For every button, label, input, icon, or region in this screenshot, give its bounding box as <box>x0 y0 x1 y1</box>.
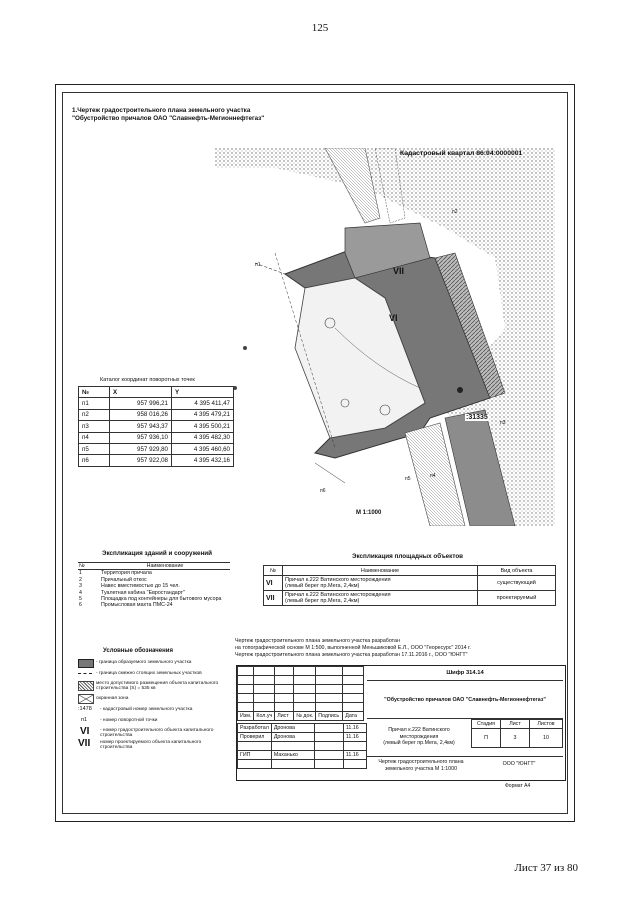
grid-cell <box>294 667 316 676</box>
areas-col-number: № <box>264 566 283 576</box>
stage-grid <box>471 719 563 748</box>
point-label-p6: п6 <box>320 488 326 494</box>
legend-item <box>78 727 238 739</box>
grid-cell <box>316 694 343 703</box>
signature-cell <box>271 760 314 769</box>
signature-name: Дронова <box>271 724 314 733</box>
signature-date: 11.16 <box>343 733 366 742</box>
signature-cell <box>238 760 272 769</box>
area-name: Причал к.222 Ватинского месторождения (левый берег пр.Мега, 2,4км) <box>283 576 478 591</box>
building-name: Причальный откос <box>101 576 147 583</box>
grid-cell <box>275 703 294 712</box>
revision-grid <box>237 666 364 721</box>
map-svg <box>215 148 555 526</box>
coordinates-caption: Каталог координат поворотных точек <box>100 377 195 383</box>
grid-cell <box>343 685 364 694</box>
coord-x: 957 996,21 <box>110 398 172 409</box>
grid-cell <box>294 685 316 694</box>
building-name: Территория причала <box>101 570 152 577</box>
grid-cell <box>316 703 343 712</box>
stamp-col-count: Кол.уч <box>254 712 275 721</box>
coord-y: 4 395 500,21 <box>172 421 234 432</box>
grid-cell <box>238 676 254 685</box>
sheets-value: 10 <box>530 729 563 748</box>
coord-y: 4 395 460,60 <box>172 443 234 454</box>
coordinates-header-row <box>79 387 234 398</box>
sheet-counter <box>514 862 578 874</box>
stage-label: Стадия <box>472 720 501 729</box>
signature-name: Дронова <box>271 733 314 742</box>
signature-name: Маханько <box>271 751 314 760</box>
grid-cell <box>343 703 364 712</box>
stamp-col-date: Дата <box>343 712 364 721</box>
signature-date: 11.16 <box>343 751 366 760</box>
legend-title: Условные обозначения <box>103 648 173 654</box>
area-type: существующий <box>478 576 556 591</box>
coord-col-y: Y <box>172 387 234 398</box>
area-number: VII <box>264 591 283 606</box>
coord-point: п5 <box>79 443 110 454</box>
stamp-divider <box>367 680 563 681</box>
coordinates-table <box>78 386 234 467</box>
point-label-p1: п1 <box>255 262 261 268</box>
grid-cell <box>238 667 254 676</box>
coord-y: 4 395 432,16 <box>172 455 234 466</box>
signature-cell <box>314 751 343 760</box>
coord-point: п2 <box>79 409 110 420</box>
legend-text: - номер поворотной точки <box>100 718 158 723</box>
building-number: 6 <box>79 602 82 609</box>
building-name: Площадка под контейнеры для бытового мусора <box>101 595 222 602</box>
table-row <box>79 421 234 432</box>
legend-item <box>78 669 238 680</box>
signature-cell <box>314 742 343 751</box>
coord-x: 958 016,26 <box>110 409 172 420</box>
note-line: на топографической основе М 1:500, выполненной Меньшиковой Е.Л., ООО "Георесурс" 2014 г. <box>235 645 471 652</box>
building-number: 5 <box>79 595 82 602</box>
legend-item <box>78 716 238 727</box>
coord-point: п4 <box>79 432 110 443</box>
point-label-p3: п3 <box>500 420 506 426</box>
building-number: 3 <box>79 583 82 590</box>
grid-cell <box>275 676 294 685</box>
table-row <box>79 455 234 466</box>
signature-date <box>343 742 366 751</box>
area-type: проектируемый <box>478 591 556 606</box>
buildings-title: Экспликация зданий и сооружений <box>102 550 213 557</box>
buildings-col-number: № <box>78 563 100 570</box>
stage-value: П <box>472 729 501 748</box>
stamp-format: Формат А4 <box>505 783 531 789</box>
sheet-label: Лист <box>501 720 530 729</box>
areas-table <box>263 565 556 606</box>
sheet-value: 3 <box>501 729 530 748</box>
legend <box>78 648 238 751</box>
grid-cell <box>294 694 316 703</box>
legend-projected-symbol: VII <box>78 738 91 749</box>
grid-cell <box>254 676 275 685</box>
areas-col-name: Наименование <box>283 566 478 576</box>
grid-cell <box>316 685 343 694</box>
stamp-divider <box>367 756 563 757</box>
grid-cell <box>343 676 364 685</box>
sheet-prefix: Лист <box>514 862 538 874</box>
areas-col-type: Вид объекта <box>478 566 556 576</box>
stamp-columns-row <box>238 712 364 721</box>
building-number: 4 <box>79 589 82 596</box>
parcel-number-label: :31335 <box>466 414 488 421</box>
page-number: 125 <box>311 22 329 34</box>
signature-cell <box>314 760 343 769</box>
zone-label-vi: VI <box>389 313 398 323</box>
sheets-label: Листов <box>530 720 563 729</box>
signature-name <box>271 742 314 751</box>
legend-item <box>78 694 238 705</box>
coord-x: 957 929,80 <box>110 443 172 454</box>
grid-cell <box>294 703 316 712</box>
grid-cell <box>294 676 316 685</box>
coord-x: 957 936,10 <box>110 432 172 443</box>
drawing-title-line2: "Обустройство причалов ОАО "Славнефть-Мегионнефтегаз" <box>72 115 265 122</box>
grid-cell <box>275 694 294 703</box>
signature-row <box>238 724 367 733</box>
legend-item <box>78 739 238 751</box>
point-label-p4: п4 <box>430 473 436 479</box>
sheet-total: 80 <box>567 862 578 874</box>
buildings-header-row <box>78 563 230 570</box>
grid-cell <box>275 685 294 694</box>
area-name: Причал к.222 Ватинского месторождения (левый берег пр.Мега, 2,4км) <box>283 591 478 606</box>
signature-row <box>238 742 367 751</box>
signature-row <box>238 733 367 742</box>
building-name: Туалетная кабина "Евростандарт" <box>101 589 185 596</box>
legend-text: - номер градостроительного объекта капитального строительства <box>100 728 214 738</box>
table-row <box>78 602 230 608</box>
coord-col-number: № <box>79 387 110 398</box>
zone-label-vii: VII <box>393 266 405 276</box>
areas-header-row <box>264 566 556 576</box>
sheet-current: 37 <box>540 862 552 874</box>
cadastral-map <box>215 148 555 526</box>
table-row <box>78 570 230 577</box>
grid-cell <box>238 703 254 712</box>
drawing-title-line1: 1.Чертеж градостроительного плана земельного участка <box>72 107 251 114</box>
stamp-col-sheet: Лист <box>275 712 294 721</box>
signature-date: 11.16 <box>343 724 366 733</box>
note-line: Чертеж градостроительного плана земельного участка разработан <box>235 638 400 644</box>
buildings-table <box>78 562 230 609</box>
grid-cell <box>316 676 343 685</box>
drawing-title <box>72 107 264 123</box>
signature-role: Разработал <box>238 724 272 733</box>
table-row <box>79 432 234 443</box>
areas-title: Экспликация площадных объектов <box>352 553 464 560</box>
legend-object-symbol: VI <box>80 726 90 737</box>
legend-point-symbol: п1 <box>81 717 88 723</box>
grid-cell <box>275 667 294 676</box>
coord-x: 957 943,37 <box>110 421 172 432</box>
building-number: 1 <box>79 570 82 577</box>
signature-row <box>238 760 367 769</box>
tree-symbol <box>243 346 247 350</box>
legend-item <box>78 658 238 669</box>
table-row <box>79 409 234 420</box>
legend-permitted-area-symbol <box>78 681 94 691</box>
signature-role: ГИП <box>238 751 272 760</box>
stamp-object: Причал к.222 Ватинского месторождения (левый берег пр.Мега, 2,4км) <box>383 727 455 746</box>
title-block <box>236 665 566 781</box>
stamp-col-change: Изм. <box>238 712 254 721</box>
grid-cell <box>238 685 254 694</box>
point-label-p5: п5 <box>405 476 411 482</box>
grid-cell <box>254 667 275 676</box>
building-number: 2 <box>79 576 82 583</box>
coord-point: п6 <box>79 455 110 466</box>
legend-protection-zone-symbol <box>78 694 94 704</box>
signature-cell <box>314 724 343 733</box>
table-row <box>79 398 234 409</box>
signature-row <box>238 751 367 760</box>
stamp-code: Шифр 314.14 <box>446 670 484 676</box>
cross-icon <box>79 695 93 703</box>
legend-boundary-symbol <box>78 659 94 668</box>
signature-cell <box>343 760 366 769</box>
coord-point: п3 <box>79 421 110 432</box>
legend-item <box>78 705 238 716</box>
legend-text: охранная зона <box>96 696 129 701</box>
map-scale: М 1:1000 <box>356 510 382 516</box>
point-label-p2: п2 <box>452 209 458 215</box>
signature-role: Проверил <box>238 733 272 742</box>
coord-y: 4 395 411,47 <box>172 398 234 409</box>
note-line: Чертеж градостроительного плана земельного участка разработан 17.11.2016 г., ООО "ЮНГТ" <box>235 652 468 659</box>
grid-cell <box>254 685 275 694</box>
signatures-grid <box>237 723 367 769</box>
stamp-project: "Обустройство причалов ОАО "Славнефть-Мегионнефтегаз" <box>384 697 546 703</box>
stamp-col-signature: Подпись <box>316 712 343 721</box>
table-row <box>79 443 234 454</box>
legend-text: - граница смежно стоящих земельных участков <box>96 671 202 676</box>
stamp-col-doc: № док. <box>294 712 316 721</box>
legend-cadastral-symbol: :1478 <box>78 706 92 712</box>
legend-adjacent-symbol <box>78 673 92 674</box>
legend-text: номер проектируемого объекта капитального строительства <box>100 740 202 750</box>
buildings-col-name: Наименование <box>100 563 230 570</box>
grid-cell <box>254 694 275 703</box>
grid-cell <box>254 703 275 712</box>
sheet-of: из <box>554 862 565 874</box>
grid-cell <box>238 694 254 703</box>
table-row <box>264 591 556 606</box>
signature-role <box>238 742 272 751</box>
building-name: Навес вместимостью до 15 чел. <box>101 583 180 590</box>
legend-item <box>78 680 238 694</box>
grid-cell <box>343 667 364 676</box>
legend-text: - кадастровый номер земельного участка <box>100 707 193 712</box>
cadastral-quarter-label: Кадастровый квартал 86:04:0000001 <box>400 150 523 157</box>
grid-cell <box>343 694 364 703</box>
coord-col-x: X <box>110 387 172 398</box>
table-row <box>264 576 556 591</box>
grid-cell <box>316 667 343 676</box>
development-notes <box>235 638 471 660</box>
legend-text: - граница образуемого земельного участка <box>96 660 192 665</box>
stamp-doc-name: Чертеж градостроительного плана земельного участка М 1:1000 <box>378 759 464 772</box>
building-name: Промысловая махта ПМС-24 <box>101 602 173 609</box>
coord-y: 4 395 479,21 <box>172 409 234 420</box>
area-number: VI <box>264 576 283 591</box>
tree-symbol <box>457 387 463 393</box>
coord-y: 4 395 482,30 <box>172 432 234 443</box>
coord-point: п1 <box>79 398 110 409</box>
stamp-organization: ООО "ЮНГТ" <box>502 761 536 767</box>
legend-text: место допустимого размещения объекта капитального строительства (S) = 535 кв <box>96 681 219 691</box>
signature-cell <box>314 733 343 742</box>
coord-x: 957 922,08 <box>110 455 172 466</box>
